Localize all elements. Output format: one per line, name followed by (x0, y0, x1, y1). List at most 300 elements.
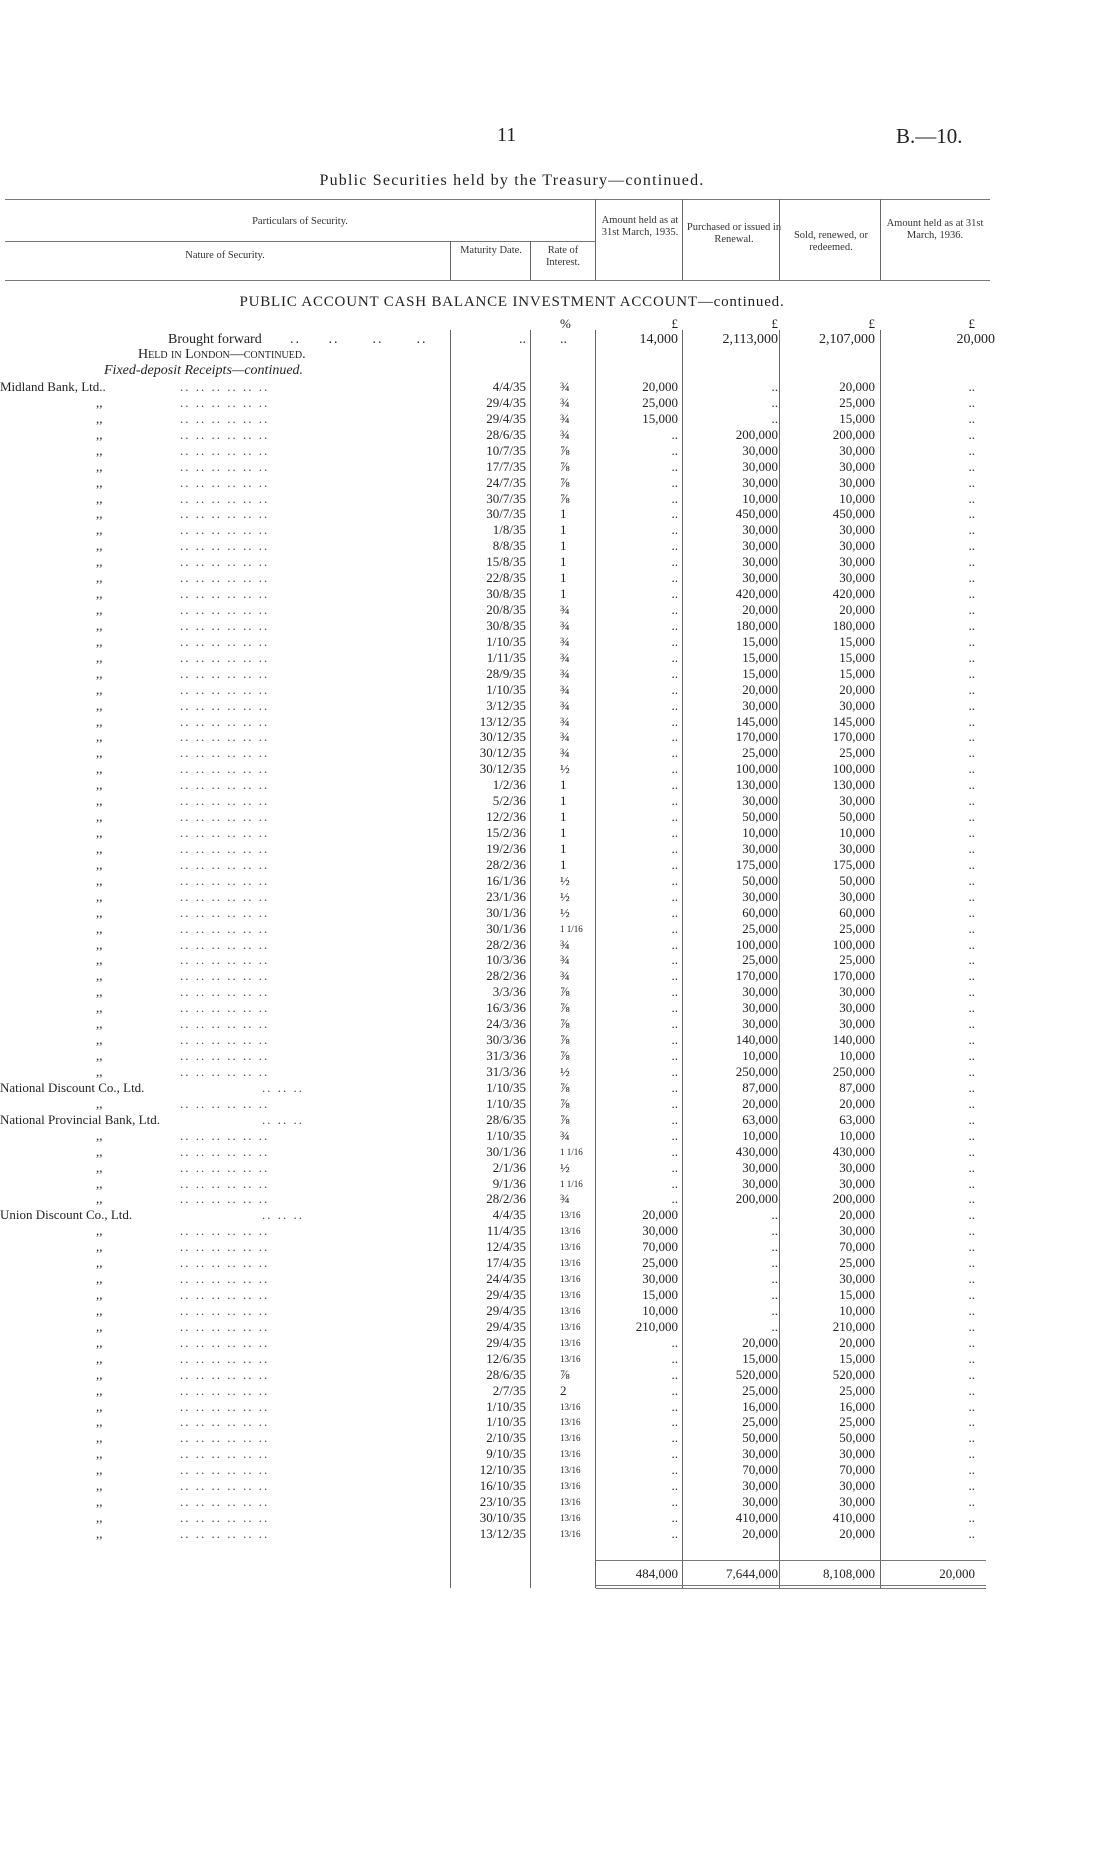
held-1936: .. (968, 1271, 975, 1287)
security-name: ,, (96, 1478, 103, 1494)
held-1936: .. (968, 474, 975, 490)
security-name: ,, (96, 474, 103, 490)
table-row (0, 682, 1114, 698)
purchased: 430,000 (735, 1143, 778, 1159)
purchased: 100,000 (735, 936, 778, 952)
sold: 63,000 (839, 1111, 875, 1127)
maturity-date: 11/4/35 (486, 1223, 526, 1239)
table-row (0, 1207, 1114, 1223)
interest-rate: 13/16 (560, 1337, 581, 1348)
held-1935: .. (671, 633, 678, 649)
sold: 25,000 (839, 394, 875, 410)
purchased: 170,000 (735, 729, 778, 745)
held-1936: .. (968, 1350, 975, 1366)
held-1935: .. (671, 936, 678, 952)
held-1935: .. (671, 617, 678, 633)
held-1935: .. (671, 713, 678, 729)
maturity-date: 12/6/35 (486, 1350, 526, 1366)
held-1936: .. (968, 872, 975, 888)
held-1936: .. (968, 490, 975, 506)
held-1935: .. (671, 1510, 678, 1526)
sold: 10,000 (839, 1048, 875, 1064)
interest-rate: 1 1/16 (560, 923, 583, 934)
purchased: 30,000 (742, 442, 778, 458)
security-name: ,, (96, 1239, 103, 1255)
purchased: 30,000 (742, 1175, 778, 1191)
held-1936: .. (968, 745, 975, 761)
maturity-date: 15/2/36 (486, 825, 526, 841)
table-row (0, 427, 1114, 443)
security-name: ,, (96, 920, 103, 936)
document-reference: B.—10. (896, 124, 963, 148)
security-name: ,, (96, 1382, 103, 1398)
security-name: ,, (96, 617, 103, 633)
maturity-date: 29/4/35 (486, 410, 526, 426)
brought-forward-row (0, 332, 1114, 348)
sold: 25,000 (839, 1255, 875, 1271)
purchased: 200,000 (735, 1191, 778, 1207)
purchased: 30,000 (742, 522, 778, 538)
purchased: 175,000 (735, 856, 778, 872)
sold: 30,000 (839, 1223, 875, 1239)
sold: 20,000 (839, 681, 875, 697)
purchased: 15,000 (742, 633, 778, 649)
purchased: 30,000 (742, 458, 778, 474)
leader-dots: .. .. .. .. .. .. (180, 442, 270, 458)
maturity-date: 30/12/35 (479, 729, 526, 745)
leader-dots: .. .. .. .. .. .. (180, 856, 270, 872)
interest-rate: ¾ (560, 617, 570, 633)
table-row (0, 634, 1114, 650)
table-row (0, 1128, 1114, 1144)
sold: 15,000 (839, 633, 875, 649)
unit-rate: % (560, 316, 571, 331)
held-1935: .. (671, 1111, 678, 1127)
held-1935: 20,000 (642, 379, 678, 394)
security-name: ,, (96, 729, 103, 745)
table-row (0, 1335, 1114, 1351)
held-1936: .. (968, 570, 975, 586)
table-row (0, 937, 1114, 953)
security-name: ,, (96, 1127, 103, 1143)
table-row (0, 1303, 1114, 1319)
security-name: ,, (96, 1430, 103, 1446)
interest-rate: ⅞ (560, 1000, 570, 1016)
table-row (0, 714, 1114, 730)
security-name: ,, (96, 1302, 103, 1318)
totals-bottom-rule-2 (596, 1588, 986, 1589)
leader-dots: .. .. .. .. .. .. (180, 379, 270, 394)
sold: 175,000 (832, 856, 875, 872)
purchased: 25,000 (742, 920, 778, 936)
maturity-date: 28/6/35 (486, 1366, 526, 1382)
leader-dots: .. .. .. .. (290, 332, 428, 347)
held-1936: .. (968, 602, 975, 618)
leader-dots: .. .. .. .. .. .. (180, 586, 270, 602)
maturity-date: 23/10/35 (479, 1494, 526, 1510)
purchased: 130,000 (735, 777, 778, 793)
interest-rate: ⅞ (560, 1032, 570, 1048)
held-1935: 210,000 (635, 1318, 678, 1334)
maturity-date: 1/11/35 (486, 649, 526, 665)
maturity-date: 1/10/35 (486, 1127, 526, 1143)
held-1935: .. (671, 442, 678, 458)
header-sold: Sold, renewed, or redeemed. (793, 230, 869, 253)
table-row (0, 1271, 1114, 1287)
leader-dots: .. .. .. .. .. .. (180, 1223, 270, 1239)
held-1936: .. (968, 1095, 975, 1111)
unit-purchased: £ (771, 316, 778, 331)
held-1936: .. (968, 1063, 975, 1079)
header-held-1936: Amount held as at 31st March, 1936. (886, 218, 984, 241)
leader-dots: .. .. .. .. .. .. (180, 1191, 270, 1207)
interest-rate: ⅞ (560, 1095, 570, 1111)
table-row (0, 1351, 1114, 1367)
maturity-date: 24/4/35 (486, 1271, 526, 1287)
purchased: 520,000 (735, 1366, 778, 1382)
maturity-date: 28/2/36 (486, 936, 526, 952)
purchased: 16,000 (742, 1398, 778, 1414)
held-1936: .. (968, 1287, 975, 1302)
maturity-date: 29/4/35 (486, 1318, 526, 1334)
maturity-date: 15/8/35 (486, 554, 526, 570)
sold: 20,000 (839, 602, 875, 618)
interest-rate: ⅞ (560, 1048, 570, 1064)
leader-dots: .. .. .. .. .. .. (180, 825, 270, 841)
sold: 30,000 (839, 442, 875, 458)
interest-rate: ¾ (560, 952, 570, 968)
security-name: ,, (96, 777, 103, 793)
purchased: 410,000 (735, 1510, 778, 1526)
maturity-date: 13/12/35 (479, 1525, 526, 1541)
interest-rate: ¾ (560, 665, 570, 681)
maturity-date: 1/2/36 (492, 777, 526, 793)
held-1935: .. (671, 426, 678, 442)
held-1935: .. (671, 761, 678, 777)
held-1936: .. (968, 1525, 975, 1541)
header-rule-1 (450, 241, 451, 280)
maturity-date: 29/4/35 (486, 1287, 526, 1302)
held-1935: 30,000 (642, 1271, 678, 1287)
leader-dots: .. .. .. .. .. .. (180, 410, 270, 426)
held-1936: .. (968, 1366, 975, 1382)
table-row (0, 1319, 1114, 1335)
maturity-date: 4/4/35 (492, 379, 526, 394)
purchased: 30,000 (742, 1000, 778, 1016)
leader-dots: .. .. .. .. .. .. (180, 697, 270, 713)
leader-dots: .. .. .. .. .. .. (180, 713, 270, 729)
table-row (0, 809, 1114, 825)
security-name: ,, (96, 840, 103, 856)
held-1936: .. (968, 1334, 975, 1350)
held-1936: .. (968, 1143, 975, 1159)
held-1935: .. (671, 681, 678, 697)
held-1935: .. (671, 1016, 678, 1032)
purchased: 15,000 (742, 665, 778, 681)
held-1935: 10,000 (642, 1302, 678, 1318)
purchased: 140,000 (735, 1032, 778, 1048)
interest-rate: 2 (560, 1382, 567, 1398)
leader-dots: .. .. .. .. .. .. (180, 840, 270, 856)
brought-forward-date: .. (519, 332, 526, 347)
maturity-date: 12/10/35 (479, 1462, 526, 1478)
sold: 30,000 (839, 888, 875, 904)
purchased: 250,000 (735, 1063, 778, 1079)
leader-dots: .. .. .. (262, 1207, 304, 1223)
held-1935: .. (671, 602, 678, 618)
interest-rate: ½ (560, 761, 570, 777)
held-1935: .. (671, 458, 678, 474)
sold: 420,000 (832, 586, 875, 602)
maturity-date: 31/3/36 (486, 1048, 526, 1064)
held-1936: .. (968, 1462, 975, 1478)
held-1936: .. (968, 968, 975, 984)
held-1935: .. (671, 904, 678, 920)
held-1935: .. (671, 920, 678, 936)
security-name: ,, (96, 586, 103, 602)
table-row (0, 841, 1114, 857)
table-row (0, 506, 1114, 522)
subheading-fixed-deposit: Fixed-deposit Receipts—continued. (104, 363, 304, 378)
header-purchased: Purchased or issued in Renewal. (686, 222, 782, 245)
held-1935: .. (671, 952, 678, 968)
maturity-date: 9/1/36 (492, 1175, 526, 1191)
table-row (0, 1096, 1114, 1112)
table-row (0, 1287, 1114, 1303)
held-1935: .. (671, 872, 678, 888)
sold: 25,000 (839, 1382, 875, 1398)
leader-dots: .. .. .. .. .. .. (180, 458, 270, 474)
interest-rate: 1 (560, 793, 567, 809)
table-row (0, 1446, 1114, 1462)
brought-forward-held-1935: 14,000 (639, 332, 678, 347)
table-row (0, 1080, 1114, 1096)
purchased: 20,000 (742, 1095, 778, 1111)
sold: 70,000 (839, 1462, 875, 1478)
sold: 30,000 (839, 522, 875, 538)
leader-dots: .. .. .. .. .. .. (180, 1462, 270, 1478)
table-row (0, 1526, 1114, 1542)
sold: 25,000 (839, 1414, 875, 1430)
held-1935: .. (671, 649, 678, 665)
security-name: ,, (96, 1191, 103, 1207)
sold: 10,000 (839, 825, 875, 841)
interest-rate: ⅞ (560, 984, 570, 1000)
interest-rate: 1 (560, 570, 567, 586)
leader-dots: .. .. .. .. .. .. (180, 522, 270, 538)
security-name: ,, (96, 1223, 103, 1239)
security-name: ,, (96, 936, 103, 952)
held-1936: .. (968, 1494, 975, 1510)
held-1935: .. (671, 1525, 678, 1541)
interest-rate: ¾ (560, 745, 570, 761)
held-1935: .. (671, 1159, 678, 1175)
purchased: 25,000 (742, 745, 778, 761)
leader-dots: .. .. .. (262, 1079, 304, 1095)
security-name: ,, (96, 856, 103, 872)
held-1936: .. (968, 1111, 975, 1127)
held-1935: .. (671, 506, 678, 522)
held-1936: .. (968, 379, 975, 394)
held-1935: .. (671, 1398, 678, 1414)
leader-dots: .. .. .. .. .. .. (180, 474, 270, 490)
brought-forward-rate: .. (560, 332, 567, 347)
maturity-date: 2/7/35 (492, 1382, 526, 1398)
table-row (0, 889, 1114, 905)
total-held-1935: 484,000 (635, 1566, 678, 1581)
security-name: ,, (96, 633, 103, 649)
held-1935: .. (671, 1430, 678, 1446)
page-title: Public Securities held by the Treasury—continued. (319, 172, 705, 189)
sold: 15,000 (839, 665, 875, 681)
held-1936: .. (968, 665, 975, 681)
leader-dots: .. .. .. .. .. .. (180, 1048, 270, 1064)
held-1935: .. (671, 1143, 678, 1159)
sold: 20,000 (839, 1095, 875, 1111)
table-row (0, 1399, 1114, 1415)
interest-rate: 13/16 (560, 1449, 581, 1460)
leader-dots: .. .. .. .. .. .. (180, 745, 270, 761)
purchased: 25,000 (742, 952, 778, 968)
table-row (0, 1176, 1114, 1192)
page-number: 11 (497, 124, 517, 146)
table-row (0, 1383, 1114, 1399)
purchased: 25,000 (742, 1382, 778, 1398)
held-1936: .. (968, 697, 975, 713)
sold: 30,000 (839, 1494, 875, 1510)
leader-dots: .. .. .. .. .. .. (180, 1239, 270, 1255)
table-row (0, 666, 1114, 682)
maturity-date: 24/7/35 (486, 474, 526, 490)
interest-rate: 13/16 (560, 1528, 581, 1539)
maturity-date: 5/2/36 (492, 793, 526, 809)
interest-rate: ¾ (560, 394, 570, 410)
sold: 410,000 (832, 1510, 875, 1526)
leader-dots: .. .. .. .. .. .. (180, 1000, 270, 1016)
table-row (0, 570, 1114, 586)
sold: 430,000 (832, 1143, 875, 1159)
maturity-date: 28/2/36 (486, 1191, 526, 1207)
leader-dots: .. .. .. (262, 1111, 304, 1127)
held-1936: .. (968, 1207, 975, 1223)
interest-rate: 1 (560, 856, 567, 872)
header-held-1935: Amount held as at 31st March, 1935. (601, 215, 679, 238)
leader-dots: .. .. .. .. .. .. (180, 1271, 270, 1287)
security-name: ,, (96, 1032, 103, 1048)
purchased: 30,000 (742, 1446, 778, 1462)
held-1936: .. (968, 506, 975, 522)
sold: 130,000 (832, 777, 875, 793)
held-1935: .. (671, 697, 678, 713)
table-row (0, 1430, 1114, 1446)
held-1935: .. (671, 777, 678, 793)
leader-dots: .. .. .. .. .. .. (180, 1063, 270, 1079)
held-1935: .. (671, 825, 678, 841)
security-name: ,, (96, 713, 103, 729)
table-row (0, 1191, 1114, 1207)
sold: 520,000 (832, 1366, 875, 1382)
interest-rate: ¾ (560, 426, 570, 442)
held-1936: .. (968, 410, 975, 426)
held-1936: .. (968, 793, 975, 809)
leader-dots: .. .. .. .. .. .. (180, 1494, 270, 1510)
purchased: 30,000 (742, 697, 778, 713)
security-name: ,, (96, 1462, 103, 1478)
units-row (0, 316, 1114, 332)
interest-rate: ¾ (560, 968, 570, 984)
interest-rate: ⅞ (560, 490, 570, 506)
leader-dots: .. .. .. .. .. .. (180, 809, 270, 825)
leader-dots: .. .. .. .. .. .. (180, 1016, 270, 1032)
security-name: ,, (96, 1271, 103, 1287)
held-1936: .. (968, 1079, 975, 1095)
purchased: 50,000 (742, 1430, 778, 1446)
table-row (0, 761, 1114, 777)
leader-dots: .. .. .. .. .. .. (180, 777, 270, 793)
sold: 100,000 (832, 936, 875, 952)
security-name: ,, (96, 793, 103, 809)
leader-dots: .. .. .. .. .. .. (180, 1175, 270, 1191)
table-row (0, 1510, 1114, 1526)
held-1935: .. (671, 840, 678, 856)
interest-rate: 1 (560, 506, 567, 522)
total-held-1936: 20,000 (939, 1566, 975, 1581)
purchased: 87,000 (742, 1079, 778, 1095)
unit-held-1935: £ (671, 316, 678, 331)
held-1935: .. (671, 856, 678, 872)
held-1935: .. (671, 1000, 678, 1016)
sold: 30,000 (839, 1000, 875, 1016)
sold: 20,000 (839, 1334, 875, 1350)
table-row (0, 1223, 1114, 1239)
held-1936: .. (968, 586, 975, 602)
purchased: 50,000 (742, 809, 778, 825)
held-1936: .. (968, 888, 975, 904)
held-1935: .. (671, 490, 678, 506)
interest-rate: 1 (560, 809, 567, 825)
leader-dots: .. .. .. .. .. .. (180, 649, 270, 665)
interest-rate: ¾ (560, 410, 570, 426)
security-name: ,, (96, 458, 103, 474)
purchased: 30,000 (742, 1478, 778, 1494)
maturity-date: 9/10/35 (486, 1446, 526, 1462)
held-1936: .. (968, 426, 975, 442)
table-row (0, 602, 1114, 618)
interest-rate: ⅞ (560, 1079, 570, 1095)
security-name: ,, (96, 1016, 103, 1032)
sold: 15,000 (839, 1350, 875, 1366)
maturity-date: 30/1/36 (486, 1143, 526, 1159)
security-name: ,, (96, 888, 103, 904)
held-1936: .. (968, 1302, 975, 1318)
security-name: National Discount Co., Ltd. (0, 1079, 145, 1095)
held-1935: .. (671, 1063, 678, 1079)
interest-rate: 13/16 (560, 1210, 581, 1221)
security-name: National Provincial Bank, Ltd. (0, 1111, 160, 1127)
security-name: ,, (96, 1159, 103, 1175)
held-1936: .. (968, 1398, 975, 1414)
security-name: ,, (96, 538, 103, 554)
security-name: ,, (96, 825, 103, 841)
purchased: .. (771, 1271, 778, 1287)
purchased: 70,000 (742, 1462, 778, 1478)
security-name: ,, (96, 665, 103, 681)
held-1935: 25,000 (642, 1255, 678, 1271)
sold: 30,000 (839, 1016, 875, 1032)
table-row (0, 411, 1114, 427)
sold: 30,000 (839, 984, 875, 1000)
sold: 50,000 (839, 872, 875, 888)
